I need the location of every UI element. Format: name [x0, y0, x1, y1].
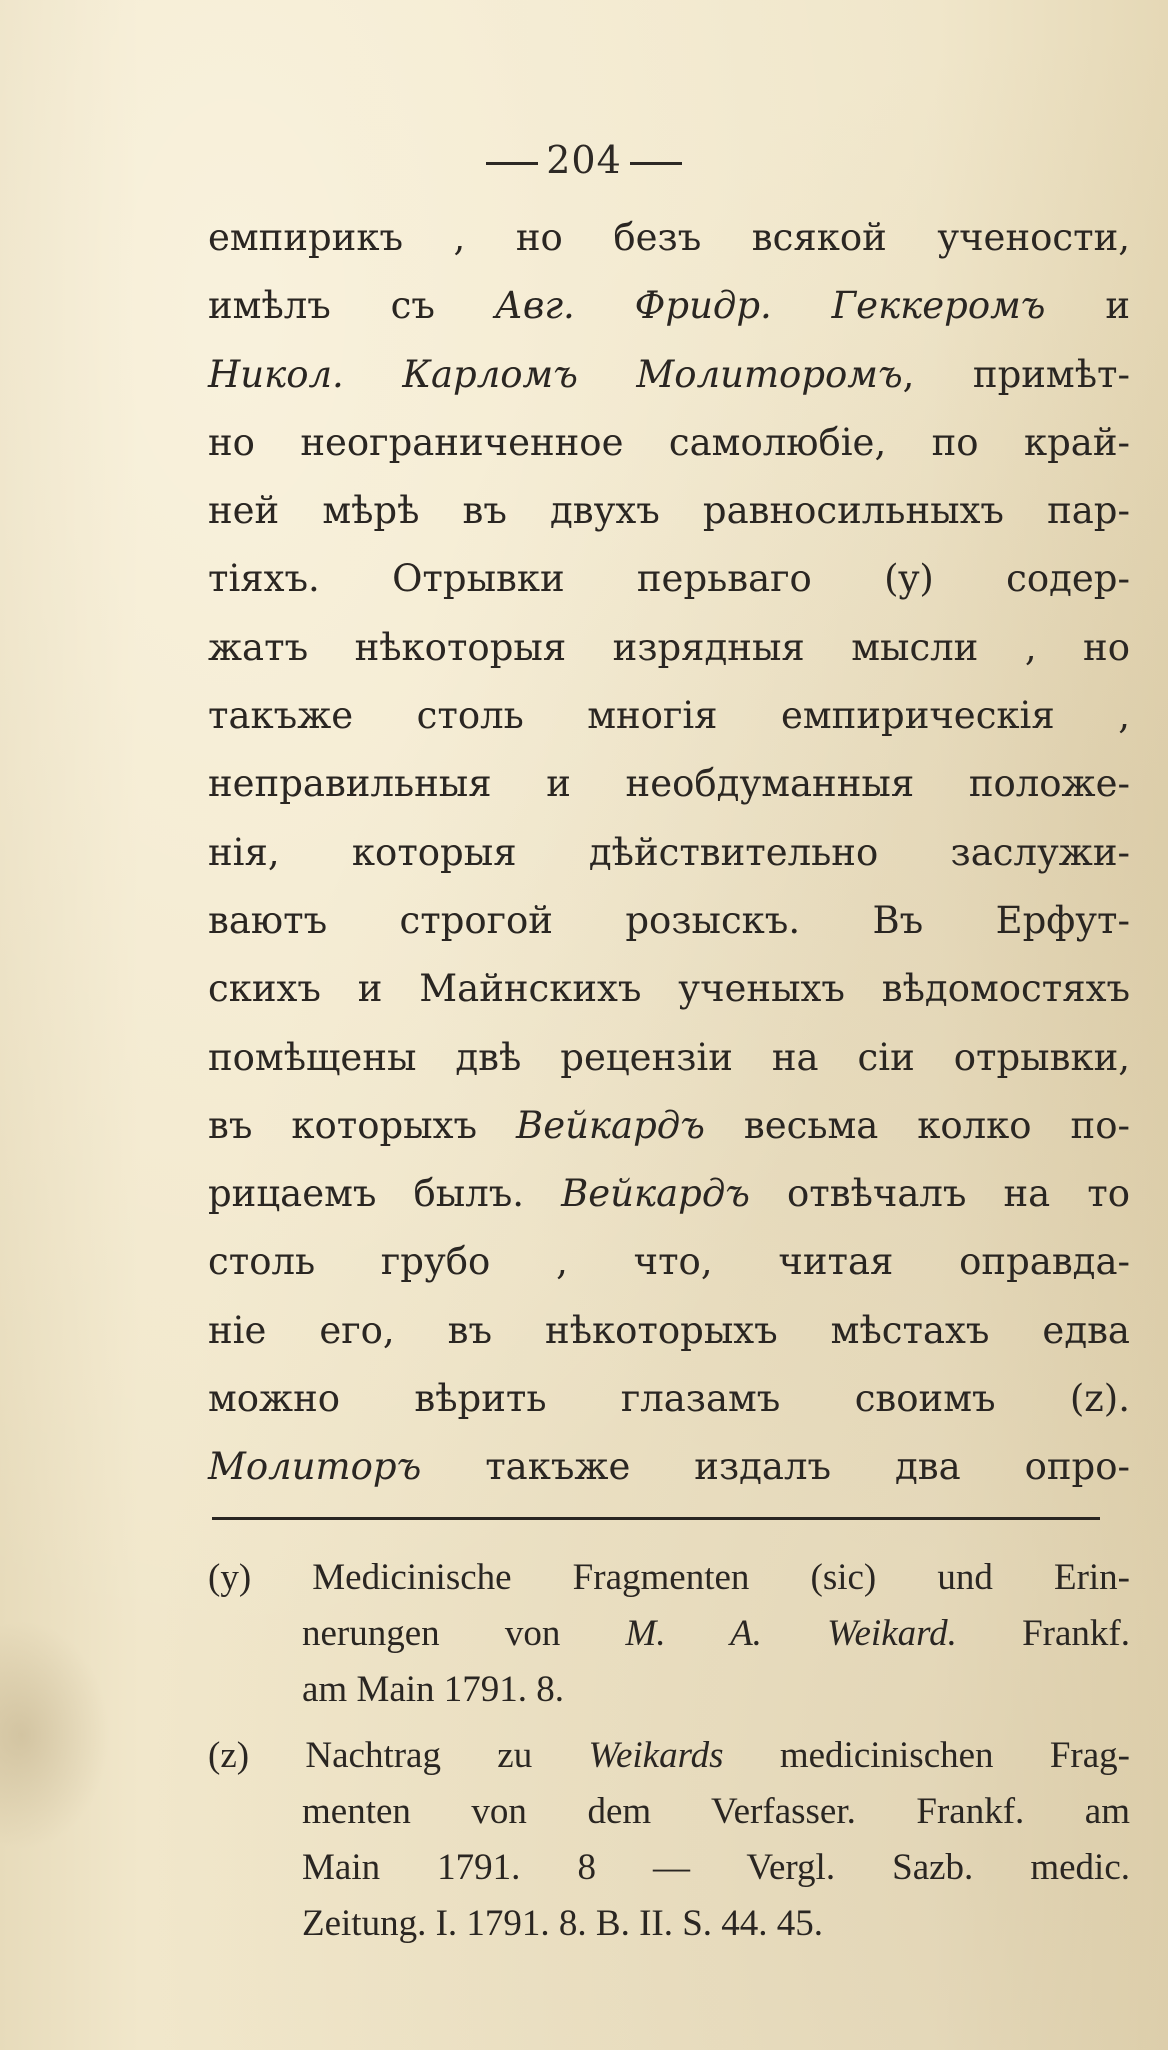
- text-span: Main 1791. 8 — Vergl. Sazb. medic.: [302, 1847, 1130, 1888]
- text-line: [208, 1297, 1130, 1365]
- page-number-header: [0, 138, 1168, 182]
- text-line: [208, 1840, 1130, 1896]
- text-span: емпирикъ , но безъ всякой учености,: [208, 216, 1130, 259]
- text-span: тіяхъ. Отрывки перьваго (y) содер-: [208, 557, 1130, 601]
- text-line: [208, 1662, 1130, 1718]
- footnotes: [208, 1550, 1130, 1952]
- main-text: [208, 204, 1130, 1502]
- text-span: и: [1045, 284, 1130, 328]
- italic-name-span: Вейкардъ: [561, 1172, 750, 1216]
- text-line: [208, 887, 1130, 955]
- text-span: (y) Medicinische Fragmenten (sic) und Erin-: [208, 1557, 1130, 1598]
- text-span: ней мѣрѣ въ двухъ равносильныхъ пар-: [208, 489, 1130, 533]
- text-span: отвѣчалъ на то: [749, 1172, 1131, 1216]
- text-span: но неограниченное самолюбіе, по край-: [208, 420, 1130, 464]
- text-span: ніе его, въ нѣкоторыхъ мѣстахъ едва: [208, 1308, 1130, 1352]
- text-line: [208, 1433, 1130, 1501]
- text-line: [208, 819, 1130, 887]
- page-number: 204: [546, 138, 622, 182]
- text-line: [208, 1550, 1130, 1606]
- text-line: [208, 1896, 1130, 1952]
- text-line: [208, 750, 1130, 818]
- italic-name-span: Weikards: [588, 1735, 724, 1776]
- text-span: въ которыхъ: [208, 1103, 517, 1147]
- footnote-gap: [208, 1718, 1130, 1728]
- text-span: неправильныя и необдуманныя положе-: [208, 762, 1130, 806]
- right-dash: [630, 162, 682, 165]
- text-span: ваютъ строгой розыскъ. Въ Ерфут-: [208, 898, 1130, 942]
- paper-stain: [0, 1620, 110, 1850]
- text-span: жатъ нѣкоторыя изрядныя мысли , но: [208, 625, 1130, 669]
- text-line: [208, 545, 1130, 613]
- text-span: столь грубо , что, читая оправда-: [208, 1240, 1130, 1284]
- text-line: [208, 955, 1130, 1023]
- text-span: am Main 1791. 8.: [302, 1669, 565, 1710]
- footnote: [208, 1550, 1130, 1718]
- text-span: , примѣт-: [902, 352, 1130, 396]
- text-span: Frankf.: [956, 1613, 1130, 1654]
- text-line: [208, 1160, 1130, 1228]
- text-span: Zeitung. I. 1791. 8. B. II. S. 44. 45.: [302, 1903, 824, 1944]
- text-line: [208, 272, 1130, 340]
- text-span: можно вѣрить глазамъ своимъ (z).: [208, 1377, 1130, 1421]
- footnote-rule: [212, 1517, 1100, 1520]
- footnote: [208, 1728, 1130, 1952]
- text-span: medicinischen Frag-: [723, 1735, 1130, 1776]
- text-line: [208, 1365, 1130, 1433]
- text-line: [208, 1228, 1130, 1296]
- text-span: (z) Nachtrag zu: [208, 1735, 589, 1776]
- italic-name-span: Вейкардъ: [516, 1103, 705, 1147]
- text-line: [208, 1092, 1130, 1160]
- italic-name-span: Молиторъ: [208, 1445, 422, 1489]
- text-span: такъже столь многія емпирическія ,: [208, 694, 1130, 738]
- text-span: весьма колко по-: [704, 1103, 1130, 1147]
- text-line: [208, 1728, 1130, 1784]
- text-span: nerungen von: [302, 1613, 626, 1654]
- italic-name-span: M. A. Weikard.: [625, 1613, 957, 1654]
- text-line: [208, 341, 1130, 409]
- text-line: [208, 1606, 1130, 1662]
- text-line: [208, 204, 1130, 272]
- text-span: имѣлъ съ: [208, 284, 495, 328]
- text-line: [208, 682, 1130, 750]
- left-dash: [486, 162, 538, 165]
- text-span: скихъ и Майнскихъ ученыхъ вѣдомостяхъ: [208, 967, 1130, 1011]
- text-span: такъже издалъ два опро-: [421, 1445, 1130, 1489]
- text-span: рицаемъ былъ.: [208, 1172, 562, 1216]
- text-span: помѣщены двѣ рецензіи на сіи отрывки,: [208, 1035, 1130, 1079]
- text-line: [208, 1784, 1130, 1840]
- italic-name-span: Авг. Фридр. Геккеромъ: [494, 284, 1046, 328]
- text-span: menten von dem Verfasser. Frankf. am: [302, 1791, 1130, 1832]
- text-line: [208, 614, 1130, 682]
- text-span: нія, которыя дѣйствительно заслужи-: [208, 830, 1130, 874]
- italic-name-span: Никол. Карломъ Молиторомъ: [208, 352, 903, 396]
- text-line: [208, 409, 1130, 477]
- text-line: [208, 1024, 1130, 1092]
- text-line: [208, 477, 1130, 545]
